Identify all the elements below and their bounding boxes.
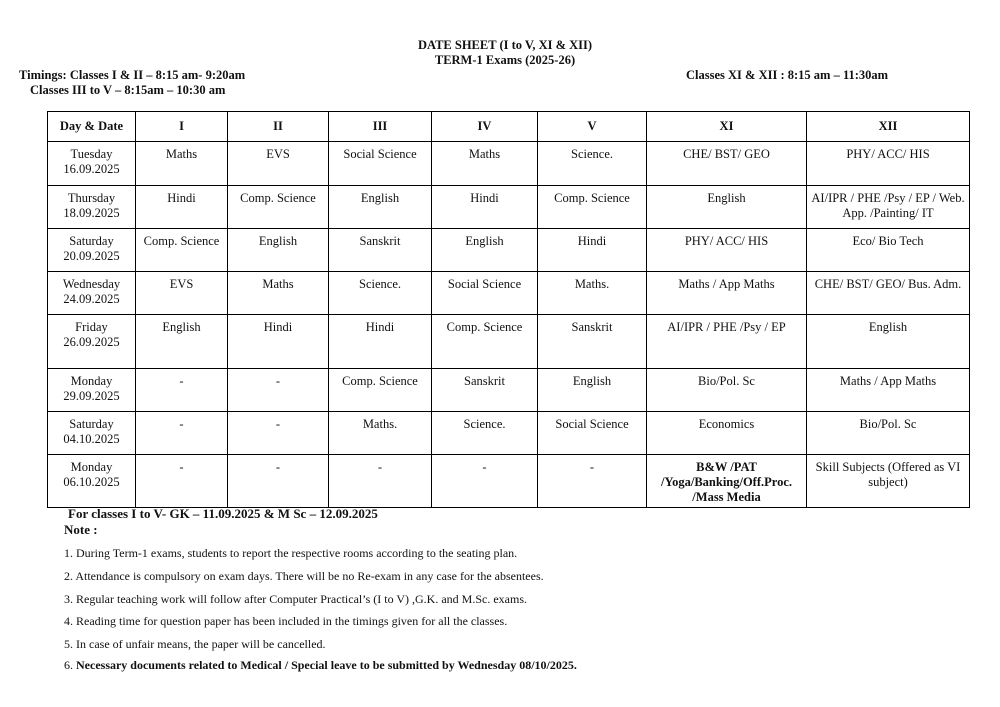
date-label: 06.10.2025 [63,475,120,489]
subject-cell: Social Science [329,142,432,186]
subject-cell: Comp. Science [329,369,432,412]
subject-cell: English [329,186,432,229]
note-item: 3. Regular teaching work will follow after Computer Practical’s (I to V) ,G.K. and M.Sc. exams. [64,592,528,606]
subject-cell: Comp. Science [432,315,538,369]
subject-cell: - [329,455,432,508]
day-label: Wednesday [62,277,121,291]
table-row [48,229,970,272]
subject-cell: Hindi [329,315,432,369]
subject-cell: Sanskrit [538,315,647,369]
subject-cell: AI/IPR / PHE /Psy / EP [647,315,807,369]
note-item [64,658,577,673]
column-header: I [136,112,228,142]
subject-cell: Bio/Pol. Sc [807,412,970,455]
subject-cell: - [538,455,647,508]
sheet-title: DATE SHEET (I to V, XI & XII) [417,38,593,52]
day-label: Monday [70,374,113,388]
note-text-bold: Necessary documents related to Medical / Special leave to be submitted by Wednesday 08/10/2025. [76,658,577,672]
note-item: 1. During Term-1 exams, students to report the respective rooms according to the seating plan. [64,546,518,560]
subject-cell: Maths / App Maths [647,272,807,315]
date-label: 16.09.2025 [63,162,120,176]
day-date-cell [48,412,136,455]
subject-cell: Science. [538,142,647,186]
subject-cell: Maths [228,272,329,315]
note-item: 5. In case of unfair means, the paper will be cancelled. [64,637,326,651]
column-header: Day & Date [48,112,136,142]
day-label: Saturday [69,417,114,431]
subject-cell: Sanskrit [432,369,538,412]
subject-cell: CHE/ BST/ GEO/ Bus. Adm. [807,272,970,315]
date-label: 29.09.2025 [63,389,120,403]
day-date-cell [48,229,136,272]
subject-cell: Maths. [538,272,647,315]
subject-cell: Maths [432,142,538,186]
timing-classes-xi-xii: Classes XI & XII : 8:15 am – 11:30am [686,68,889,82]
subject-cell: - [228,455,329,508]
subject-cell: English [136,315,228,369]
column-header: V [538,112,647,142]
subject-cell: Economics [647,412,807,455]
subject-cell: AI/IPR / PHE /Psy / EP / Web. App. /Painting/ IT [807,186,970,229]
subject-cell: - [136,455,228,508]
date-label: 04.10.2025 [63,432,120,446]
subject-cell: PHY/ ACC/ HIS [647,229,807,272]
subject-cell: English [647,186,807,229]
date-label: 18.09.2025 [63,206,120,220]
subject-cell: Maths / App Maths [807,369,970,412]
day-date-cell [48,142,136,186]
subject-cell: - [228,412,329,455]
day-date-cell [48,315,136,369]
subject-cell: - [136,369,228,412]
note-item: 4. Reading time for question paper has been included in the timings given for all the classes. [64,614,508,628]
day-date-cell [48,186,136,229]
subject-cell: Comp. Science [136,229,228,272]
subject-cell: Social Science [432,272,538,315]
table-row [48,369,970,412]
note-item: 2. Attendance is compulsory on exam days. There will be no Re-exam in any case for the absentees. [64,569,544,583]
subject-cell: - [136,412,228,455]
date-sheet-table [47,111,970,508]
subject-cell: Hindi [538,229,647,272]
subject-cell: Hindi [136,186,228,229]
day-date-cell [48,369,136,412]
subject-cell: Skill Subjects (Offered as VI subject) [807,455,970,508]
subject-cell: Sanskrit [329,229,432,272]
subject-cell: Social Science [538,412,647,455]
day-label: Monday [70,460,113,474]
subject-cell: Comp. Science [538,186,647,229]
date-label: 20.09.2025 [63,249,120,263]
column-header: III [329,112,432,142]
note-heading: Note : [64,522,98,537]
subject-cell: Maths [136,142,228,186]
table-row [48,315,970,369]
day-label: Thursday [67,191,116,205]
column-header: II [228,112,329,142]
date-label: 24.09.2025 [63,292,120,306]
gk-msc-dates: For classes I to V- GK – 11.09.2025 & M Sc – 12.09.2025 [68,506,378,521]
table-row [48,142,970,186]
subject-cell: Science. [432,412,538,455]
subject-cell: Comp. Science [228,186,329,229]
timing-classes-i-ii: Timings: Classes I & II – 8:15 am- 9:20am [19,68,246,82]
subject-cell: Bio/Pol. Sc [647,369,807,412]
subject-cell: English [228,229,329,272]
table-row [48,186,970,229]
column-header: XII [807,112,970,142]
subject-cell: Science. [329,272,432,315]
subject-cell: Eco/ Bio Tech [807,229,970,272]
subject-cell: Maths. [329,412,432,455]
subject-cell: B&W /PAT /Yoga/Banking/Off.Proc. /Mass Media [647,455,807,508]
subject-cell: English [807,315,970,369]
table-row [48,455,970,508]
table-header-row [48,112,970,142]
subject-cell: EVS [136,272,228,315]
sheet-subtitle: TERM-1 Exams (2025-26) [434,53,576,67]
subject-cell: English [538,369,647,412]
subject-cell: Hindi [228,315,329,369]
subject-cell: CHE/ BST/ GEO [647,142,807,186]
timing-classes-iii-v: Classes III to V – 8:15am – 10:30 am [30,83,226,97]
day-label: Saturday [69,234,114,248]
table-row [48,412,970,455]
subject-cell: - [228,369,329,412]
subject-cell: EVS [228,142,329,186]
note-number: 6. [64,658,76,672]
column-header: XI [647,112,807,142]
column-header: IV [432,112,538,142]
day-date-cell [48,272,136,315]
subject-cell: PHY/ ACC/ HIS [807,142,970,186]
subject-cell: - [432,455,538,508]
table-row [48,272,970,315]
day-date-cell [48,455,136,508]
day-label: Friday [75,320,108,334]
date-label: 26.09.2025 [63,335,120,349]
subject-cell: Hindi [432,186,538,229]
day-label: Tuesday [70,147,113,161]
subject-cell: English [432,229,538,272]
